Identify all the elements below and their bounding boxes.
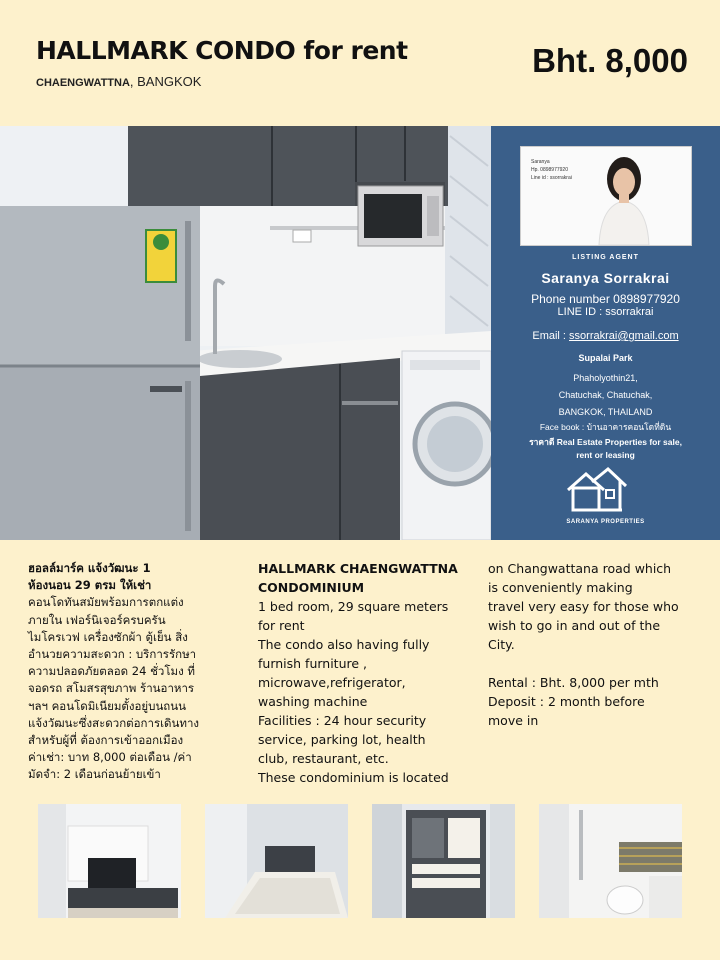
wardrobe-photo	[372, 804, 515, 918]
english-line: These condominium is located	[258, 770, 449, 785]
rental-line: Rental : Bht. 8,000 per mth	[488, 675, 659, 690]
thai-line: คอนโดทันสมัยพร้อมการตกแต่ง	[28, 595, 184, 610]
english-line: travel very easy for those who	[488, 599, 679, 614]
thai-line: ความปลอดภัยตลอด 24 ชั่วโมง ที่	[28, 664, 195, 679]
thai-line: ภายใน เฟอร์นิเจอร์ครบครัน	[28, 612, 166, 627]
agent-panel	[491, 126, 720, 540]
location-rest: , BANGKOK	[129, 74, 202, 89]
email-label: Email :	[532, 330, 570, 342]
english-line: for rent	[258, 618, 305, 633]
address-line-2: Chatuchak, Chatuchak,	[558, 390, 653, 400]
address-line-1: Phaholyothin21,	[573, 373, 638, 383]
bedroom-photo	[205, 804, 348, 918]
thai-line: แจ้งวัฒนะซึ่งสะดวกต่อการเดินทาง	[28, 715, 200, 730]
photo-caption-hp: Hp. 0898977920	[531, 167, 568, 173]
office-name: Supalai Park	[578, 353, 633, 363]
thai-line: ฯลฯ คอนโดมิเนียมตั้งอยู่บนถนน	[28, 698, 186, 713]
kitchen-illustration	[0, 126, 491, 540]
thai-line: สำหรับผู้ที่ ต้องการเข้าออกเมือง	[28, 733, 184, 748]
bathroom-photo	[539, 804, 682, 918]
agent-name: Saranya Sorrakrai	[541, 270, 670, 286]
agent-email-row	[491, 330, 720, 342]
thai-heading-2: ห้องนอน 29 ตรม ให้เช่า	[28, 578, 152, 593]
english-line: The condo also having fully	[258, 637, 430, 652]
thai-heading-1: ฮอลล์มาร์ค แจ้งวัฒนะ 1	[28, 561, 151, 575]
english-line: wish to go in and out of the	[488, 618, 661, 633]
listing-title: HALLMARK CONDO for rent	[36, 36, 408, 65]
house-logo-icon	[564, 466, 628, 514]
living-room-photo	[38, 804, 181, 918]
listing-location	[36, 74, 201, 89]
thai-description	[28, 560, 252, 784]
english-heading-1: HALLMARK CHAENGWATTNA	[258, 561, 458, 576]
photo-caption-line: Line id : ssorrakrai	[531, 175, 572, 181]
location-city: CHAENGWATTNA	[36, 77, 130, 89]
english-description-col2	[488, 559, 714, 730]
kitchen-photo	[0, 126, 491, 540]
english-line: City.	[488, 637, 515, 652]
deposit-line-2: move in	[488, 713, 539, 728]
agent-line-id: LINE ID : ssorrakrai	[557, 306, 654, 318]
english-line: is conveniently making	[488, 580, 633, 595]
english-line: on Changwattana road which	[488, 561, 672, 576]
thai-line: ค่าเช่า: บาท 8,000 ต่อเดือน /ค่า	[28, 750, 192, 765]
agent-phone: Phone number 0898977920	[531, 292, 680, 306]
thai-line: อำนวยความสะดวก : บริการรักษา	[28, 647, 197, 662]
brand-name: SARANYA PROPERTIES	[566, 519, 645, 525]
thai-line: ไมโครเวฟ เครื่องซักผ้า ตู้เย็น สิ่ง	[28, 629, 188, 644]
english-line: 1 bed room, 29 square meters	[258, 599, 449, 614]
english-line: club, restaurant, etc.	[258, 751, 389, 766]
photo-caption-name: Saranya	[531, 159, 550, 165]
english-heading-2: CONDOMINIUM	[258, 580, 365, 595]
thai-line: จอดรถ สโมสรสุขภาพ ร้านอาหาร	[28, 681, 195, 696]
real-estate-line-1: ราคาดี Real Estate Properties for sale,	[529, 437, 682, 447]
real-estate-line-2: rent or leasing	[576, 450, 635, 460]
listing-price: Bht. 8,000	[532, 42, 688, 79]
address-line-3: BANGKOK, THAILAND	[558, 407, 653, 417]
english-line: furnish furniture ,	[258, 656, 368, 671]
agent-email-link[interactable]: ssorrakrai@gmail.com	[569, 330, 679, 342]
agent-photo	[520, 146, 692, 246]
english-description-col1	[258, 559, 484, 787]
facebook-line: Face book : บ้านอาคารคอนโดที่ดิน	[539, 422, 672, 432]
english-line: service, parking lot, health	[258, 732, 426, 747]
english-line: Facilities : 24 hour security	[258, 713, 427, 728]
thai-line: มัดจำ: 2 เดือนก่อนย้ายเข้า	[28, 767, 161, 782]
english-line: microwave,refrigerator,	[258, 675, 406, 690]
listing-agent-label: LISTING AGENT	[572, 254, 639, 261]
deposit-line-1: Deposit : 2 month before	[488, 694, 645, 709]
english-line: washing machine	[258, 694, 368, 709]
